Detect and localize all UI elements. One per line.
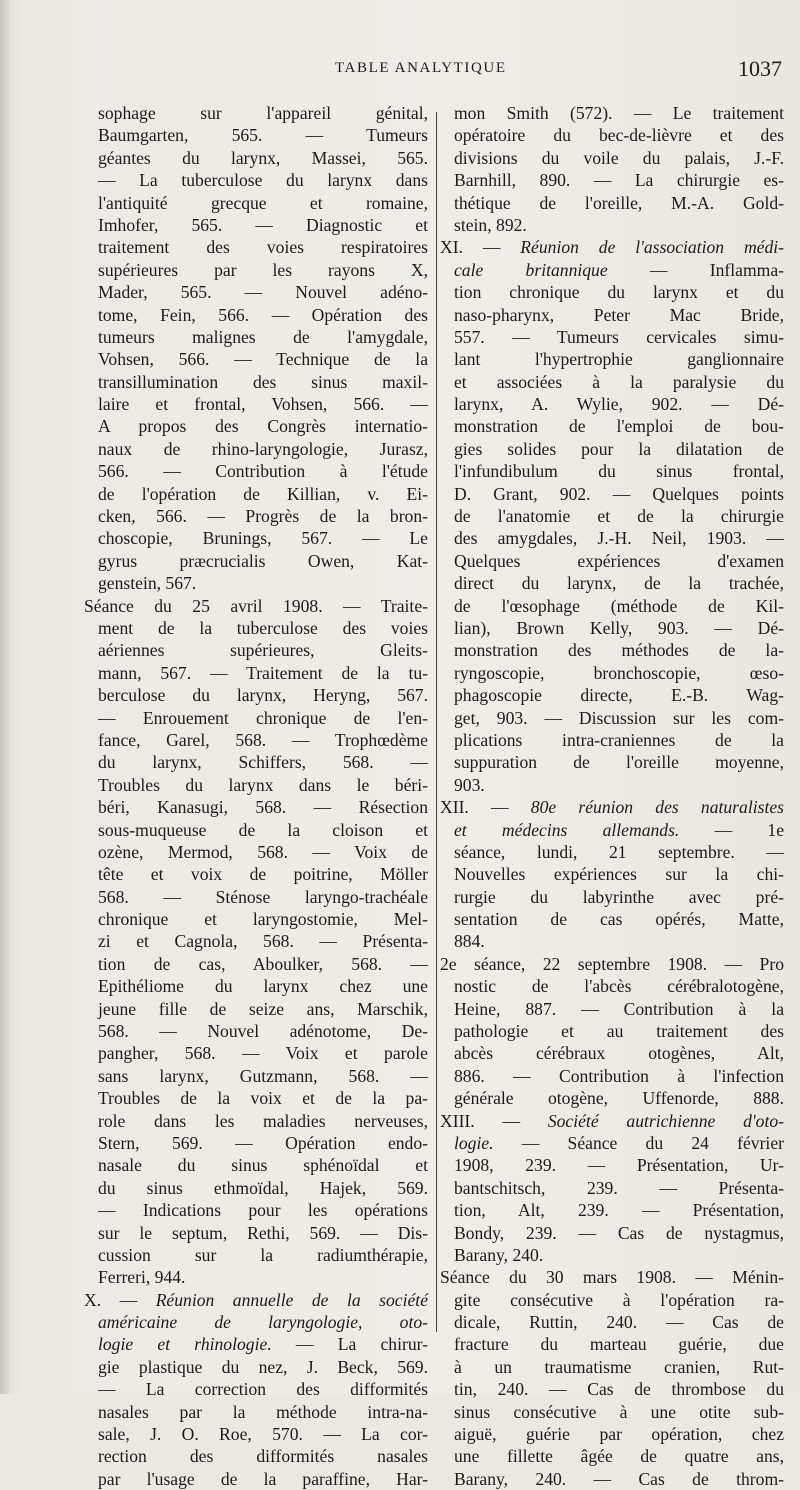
line-text: béri, Kanasugi, 568. — Résection <box>98 797 428 818</box>
text-line <box>98 751 428 773</box>
line-text: role dans les maladies nerveuses, <box>98 1110 428 1131</box>
line-text: tête et voix de poitrine, Möller <box>98 864 428 885</box>
line-text: Barany, 240. <box>454 1244 544 1265</box>
text-line <box>98 1110 428 1132</box>
text-line <box>454 886 784 908</box>
text-line <box>98 662 428 684</box>
line-text: phagoscopie directe, E.-B. Wag- <box>454 685 784 706</box>
line-text: larynx, A. Wylie, 902. — Dé- <box>454 394 784 415</box>
text-line <box>454 1401 784 1423</box>
line-text: laire et frontal, Vohsen, 566. — <box>98 394 428 415</box>
page-number: 1037 <box>738 56 782 81</box>
line-text: sentation de cas opérés, Matte, <box>454 909 784 930</box>
text-line <box>98 1378 428 1400</box>
line-text: lant l'hypertrophie ganglionnaire <box>454 349 784 370</box>
text-line <box>454 460 784 482</box>
line-text: — 1e <box>679 819 784 840</box>
text-line <box>98 684 428 706</box>
line-text: rurgie du labyrinthe avec pré- <box>454 886 784 907</box>
line-text: nasale du sinus sphénoïdal et <box>98 1155 428 1176</box>
text-line <box>98 550 428 572</box>
line-text: A propos des Congrès internatio- <box>98 416 428 437</box>
text-line <box>454 707 784 729</box>
text-line <box>98 975 428 997</box>
line-text: une fillette âgée de quatre ans, <box>454 1446 784 1467</box>
line-text: plications intra-craniennes de la <box>454 729 784 750</box>
line-text: — Indications pour les opérations <box>98 1200 428 1221</box>
text-line <box>454 1199 784 1221</box>
text-line <box>98 639 428 661</box>
line-text: fance, Garel, 568. — Trophœdème <box>98 729 428 750</box>
line-text: ozène, Mermod, 568. — Voix de <box>98 841 428 862</box>
line-text: à un traumatisme cranien, Rut- <box>454 1356 784 1377</box>
text-line <box>98 1244 428 1266</box>
text-line <box>454 1423 784 1445</box>
text-line <box>454 774 784 796</box>
line-text: Séance du 25 avril 1908. — Traite- <box>84 595 428 616</box>
line-text: tin, 240. — Cas de thrombose du <box>454 1379 784 1400</box>
text-line <box>454 169 784 191</box>
text-line <box>98 393 428 415</box>
text-line <box>84 1289 428 1311</box>
text-line <box>454 326 784 348</box>
section-number: XIII. — <box>440 1110 548 1131</box>
text-line <box>454 1222 784 1244</box>
text-line <box>98 281 428 303</box>
text-line <box>98 1222 428 1244</box>
line-text: sur le septum, Rethi, 569. — Dis- <box>98 1222 428 1243</box>
line-text: Imhofer, 565. — Diagnostic et <box>98 214 428 235</box>
text-line <box>98 1020 428 1042</box>
text-line <box>454 438 784 460</box>
line-text: 884. <box>454 931 485 952</box>
text-line <box>98 729 428 751</box>
line-text: choscopie, Brunings, 567. — Le <box>98 528 428 549</box>
text-line <box>98 169 428 191</box>
text-line <box>98 930 428 952</box>
text-line <box>98 483 428 505</box>
text-line <box>98 505 428 527</box>
text-line <box>454 1468 784 1490</box>
text-line <box>98 102 428 124</box>
line-text: 2e séance, 22 septembre 1908. — Pro <box>440 953 784 974</box>
line-text: générale otogène, Uffenorde, 888. <box>454 1088 784 1109</box>
line-text: ment de la tuberculose des voies <box>98 617 428 638</box>
section-title: américaine de laryngologie, oto- <box>98 1312 428 1333</box>
text-line <box>454 124 784 146</box>
text-line <box>98 460 428 482</box>
section-title: cale britannique <box>454 259 608 280</box>
section-title: logie. <box>454 1132 494 1153</box>
text-line <box>454 259 784 281</box>
line-text: direct du larynx, de la trachée, <box>454 573 784 594</box>
line-text: naux de rhino-laryngologie, Jurasz, <box>98 438 428 459</box>
text-line <box>454 483 784 505</box>
line-text: gies solides pour la dilatation de <box>454 438 784 459</box>
line-text: 557. — Tumeurs cervicales simu- <box>454 326 784 347</box>
text-line <box>454 908 784 930</box>
text-line <box>454 1333 784 1355</box>
line-text: géantes du larynx, Massei, 565. <box>98 147 428 168</box>
line-text: — La correction des difformités <box>98 1379 428 1400</box>
text-line <box>98 1132 428 1154</box>
text-line <box>454 304 784 326</box>
line-text: tion chronique du larynx et du <box>454 282 784 303</box>
text-line <box>440 796 784 818</box>
line-text: 903. <box>454 774 485 795</box>
line-text: chronique et laryngostomie, Mel- <box>98 909 428 930</box>
text-line <box>454 1154 784 1176</box>
line-text: tion de cas, Aboulker, 568. — <box>98 953 428 974</box>
column-divider <box>436 112 437 1332</box>
text-line <box>454 662 784 684</box>
line-text: Séance du 30 mars 1908. — Ménin- <box>440 1267 784 1288</box>
text-line <box>98 796 428 818</box>
line-text: Stern, 569. — Opération endo- <box>98 1132 428 1153</box>
line-text: zi et Cagnola, 568. — Présenta- <box>98 931 428 952</box>
text-line <box>454 1132 784 1154</box>
section-title: 80e réunion des naturalistes <box>530 797 784 818</box>
text-line <box>98 572 428 594</box>
text-line <box>98 236 428 258</box>
line-text: 1908, 239. — Présentation, Ur- <box>454 1155 784 1176</box>
text-line <box>440 236 784 258</box>
line-text: Troubles du larynx dans le béri- <box>98 774 428 795</box>
line-text: Heine, 887. — Contribution à la <box>454 998 784 1019</box>
text-line <box>98 1177 428 1199</box>
line-text: — Séance du 24 février <box>493 1132 784 1153</box>
header-title: TABLE ANALYTIQUE <box>335 60 507 76</box>
line-text: nasales par la méthode intra-na- <box>98 1401 428 1422</box>
text-line <box>454 1289 784 1311</box>
text-line <box>98 1311 428 1333</box>
line-text: tion, Alt, 239. — Présentation, <box>454 1200 784 1221</box>
line-text: du larynx, Schiffers, 568. — <box>98 752 428 773</box>
text-line <box>98 147 428 169</box>
line-text: l'antiquité grecque et romaine, <box>98 192 428 213</box>
section-title: Réunion annuelle de la société <box>155 1289 428 1310</box>
line-text: — Inflamma- <box>607 259 784 280</box>
text-line <box>98 1401 428 1423</box>
text-line <box>454 1065 784 1087</box>
text-line <box>454 684 784 706</box>
text-line <box>454 1356 784 1378</box>
text-line <box>98 841 428 863</box>
text-line <box>84 595 428 617</box>
line-text: 566. — Contribution à l'étude <box>98 461 428 482</box>
text-line <box>98 1356 428 1378</box>
text-line <box>454 751 784 773</box>
line-text: aériennes supérieures, Gleits- <box>98 640 428 661</box>
line-text: Quelques expériences d'examen <box>454 550 784 571</box>
line-text: sale, J. O. Roe, 570. — La cor- <box>98 1424 428 1445</box>
line-text: dicale, Ruttin, 240. — Cas de <box>454 1312 784 1333</box>
line-text: tome, Fein, 566. — Opération des <box>98 304 428 325</box>
text-line <box>98 1199 428 1221</box>
text-line <box>98 617 428 639</box>
line-text: 886. — Contribution à l'infection <box>454 1065 784 1086</box>
text-line <box>98 908 428 930</box>
text-line <box>440 953 784 975</box>
line-text: par l'usage de la paraffine, Har- <box>98 1468 428 1489</box>
text-line <box>454 371 784 393</box>
text-line <box>454 102 784 124</box>
line-text: de l'œsophage (méthode de Kil- <box>454 595 784 616</box>
line-text: rection des difformités nasales <box>98 1446 428 1467</box>
line-text: séance, lundi, 21 septembre. — <box>454 841 784 862</box>
line-text: lian), Brown Kelly, 903. — Dé- <box>454 617 784 638</box>
text-line <box>98 1266 428 1288</box>
line-text: Epithéliome du larynx chez une <box>98 976 428 997</box>
right-column <box>440 102 784 1490</box>
text-line <box>454 281 784 303</box>
text-line <box>454 1042 784 1064</box>
text-line <box>454 505 784 527</box>
text-line <box>454 617 784 639</box>
line-text: 568. — Nouvel adénotome, De- <box>98 1021 428 1042</box>
section-title: Société autrichienne d'oto- <box>547 1110 784 1131</box>
text-line <box>440 1266 784 1288</box>
line-text: l'infundibulum du sinus frontal, <box>454 461 784 482</box>
line-text: monstration des méthodes de la- <box>454 640 784 661</box>
line-text: des amygdales, J.-H. Neil, 1903. — <box>454 528 784 549</box>
text-line <box>454 192 784 214</box>
text-line <box>98 214 428 236</box>
line-text: bantschitsch, 239. — Présenta- <box>454 1177 784 1198</box>
section-number: X. — <box>84 1289 156 1310</box>
text-line <box>98 998 428 1020</box>
line-text: sous-muqueuse de la cloison et <box>98 819 428 840</box>
line-text: Bondy, 239. — Cas de nystagmus, <box>454 1222 784 1243</box>
text-line <box>454 998 784 1020</box>
text-line <box>98 527 428 549</box>
line-text: Barany, 240. — Cas de throm- <box>454 1468 784 1489</box>
text-line <box>454 841 784 863</box>
text-line <box>98 415 428 437</box>
text-line <box>98 1065 428 1087</box>
text-line <box>98 1423 428 1445</box>
line-text: naso-pharynx, Peter Mac Bride, <box>454 304 784 325</box>
text-line <box>454 1244 784 1266</box>
line-text: Vohsen, 566. — Technique de la <box>98 349 428 370</box>
line-text: — La tuberculose du larynx dans <box>98 170 428 191</box>
line-text: Ferreri, 944. <box>98 1267 186 1288</box>
text-line <box>440 1110 784 1132</box>
line-text: cussion sur la radiumthérapie, <box>98 1244 428 1265</box>
line-text: — Enrouement chronique de l'en- <box>98 707 428 728</box>
line-text: Troubles de la voix et de la pa- <box>98 1088 428 1109</box>
page-binding-edge <box>0 0 10 1394</box>
section-title: et médecins allemands. <box>454 819 680 840</box>
line-text: gie plastique du nez, J. Beck, 569. <box>98 1356 428 1377</box>
line-text: jeune fille de seize ans, Marschik, <box>98 998 428 1019</box>
section-number: XII. — <box>440 797 531 818</box>
text-line <box>98 371 428 393</box>
line-text: divisions du voile du palais, J.-F. <box>454 147 784 168</box>
text-line <box>454 348 784 370</box>
line-text: mon Smith (572). — Le traitement <box>454 103 784 123</box>
text-line <box>98 774 428 796</box>
text-line <box>98 348 428 370</box>
text-line <box>454 930 784 952</box>
text-line <box>454 1020 784 1042</box>
text-line <box>454 550 784 572</box>
line-text: mann, 567. — Traitement de la tu- <box>98 662 428 683</box>
text-line <box>98 438 428 460</box>
text-line <box>98 259 428 281</box>
text-line <box>98 1042 428 1064</box>
line-text: sophage sur l'appareil génital, <box>98 103 428 123</box>
line-text: et associées à la paralysie du <box>454 371 784 392</box>
text-line <box>98 953 428 975</box>
text-line <box>98 819 428 841</box>
text-line <box>98 886 428 908</box>
line-text: pathologie et au traitement des <box>454 1021 784 1042</box>
text-line <box>98 1468 428 1490</box>
text-line <box>98 1445 428 1467</box>
running-header <box>0 58 800 88</box>
line-text: fracture du marteau guérie, due <box>454 1334 784 1355</box>
line-text: gyrus præcrucialis Owen, Kat- <box>98 550 428 571</box>
text-line <box>98 1087 428 1109</box>
line-text: tumeurs malignes de l'amygdale, <box>98 326 428 347</box>
text-line <box>454 1087 784 1109</box>
line-text: Baumgarten, 565. — Tumeurs <box>98 125 428 146</box>
line-text: 568. — Sténose laryngo-trachéale <box>98 886 428 907</box>
text-line <box>454 819 784 841</box>
line-text: nostic de l'abcès cérébralotogène, <box>454 976 784 997</box>
line-text: gite consécutive à l'opération ra- <box>454 1289 784 1310</box>
line-text: genstein, 567. <box>98 573 197 594</box>
text-line <box>454 147 784 169</box>
text-line <box>98 863 428 885</box>
line-text: Mader, 565. — Nouvel adéno- <box>98 282 428 303</box>
text-line <box>454 214 784 236</box>
text-line <box>454 572 784 594</box>
text-line <box>454 975 784 997</box>
line-text: opératoire du bec-de-lièvre et des <box>454 125 784 146</box>
line-text: transillumination des sinus maxil- <box>98 371 428 392</box>
text-line <box>454 393 784 415</box>
line-text: abcès cérébraux otogènes, Alt, <box>454 1043 784 1064</box>
line-text: de l'anatomie et de la chirurgie <box>454 506 784 527</box>
text-line <box>98 124 428 146</box>
line-text: monstration de l'emploi de bou- <box>454 416 784 437</box>
text-line <box>98 1333 428 1355</box>
text-line <box>98 707 428 729</box>
text-line <box>98 192 428 214</box>
line-text: supérieures par les rayons X, <box>98 259 428 280</box>
text-line <box>454 415 784 437</box>
line-text: pangher, 568. — Voix et parole <box>98 1043 428 1064</box>
text-line <box>454 1177 784 1199</box>
text-line <box>98 1154 428 1176</box>
line-text: du sinus ethmoïdal, Hajek, 569. <box>98 1177 428 1198</box>
text-line <box>454 729 784 751</box>
line-text: de l'opération de Killian, v. Ei- <box>98 483 428 504</box>
line-text: — La chirur- <box>271 1334 428 1355</box>
line-text: thétique de l'oreille, M.-A. Gold- <box>454 192 784 213</box>
section-title: Réunion de l'association médi- <box>520 237 784 258</box>
line-text: sinus consécutive à une otite sub- <box>454 1401 784 1422</box>
line-text: stein, 892. <box>454 214 527 235</box>
line-text: aiguë, guérie par opération, chez <box>454 1424 784 1445</box>
line-text: suppuration de l'oreille moyenne, <box>454 752 784 773</box>
line-text: ryngoscopie, bronchoscopie, œso- <box>454 662 784 683</box>
text-line <box>454 527 784 549</box>
line-text: get, 903. — Discussion sur les com- <box>454 707 784 728</box>
text-line <box>454 1445 784 1467</box>
section-title: logie et rhinologie. <box>98 1334 272 1355</box>
text-line <box>454 1311 784 1333</box>
line-text: Nouvelles expériences sur la chi- <box>454 864 784 885</box>
text-line <box>454 1378 784 1400</box>
line-text: sans larynx, Gutzmann, 568. — <box>98 1065 428 1086</box>
line-text: D. Grant, 902. — Quelques points <box>454 483 784 504</box>
text-line <box>454 863 784 885</box>
text-line <box>98 304 428 326</box>
text-line <box>454 639 784 661</box>
text-line <box>454 595 784 617</box>
line-text: traitement des voies respiratoires <box>98 237 428 258</box>
left-column <box>84 102 428 1490</box>
text-line <box>98 326 428 348</box>
section-number: XI. — <box>440 237 521 258</box>
line-text: berculose du larynx, Heryng, 567. <box>98 685 428 706</box>
line-text: cken, 566. — Progrès de la bron- <box>98 506 428 527</box>
line-text: Barnhill, 890. — La chirurgie es- <box>454 170 784 191</box>
